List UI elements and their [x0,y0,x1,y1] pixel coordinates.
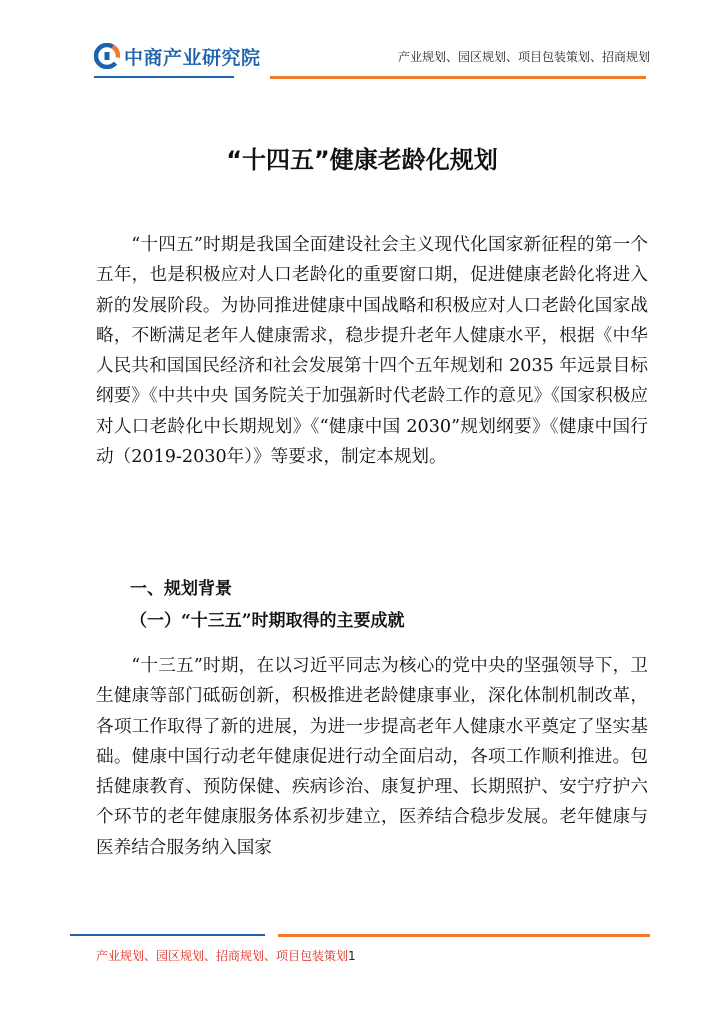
subsection-heading: （一）“十三五”时期取得的主要成就 [130,611,405,631]
company-logo [94,42,261,70]
logo-mark-icon [94,43,120,69]
section-heading: 一、规划背景 [130,579,232,599]
page-header [0,0,724,90]
footer-tagline: 产业规划、园区规划、招商规划、项目包装策划 [96,949,349,963]
footer-divider-orange [278,934,650,937]
header-divider-orange [270,76,646,79]
body-paragraph: “十三五”时期，在以习近平同志为核心的党中央的坚强领导下，卫生健康等部门砥砺创新，积极推进老龄健康事业，深化体制机制改革，各项工作取得了新的进展，为进一步提高老年人健康水平奠定了坚实基础。健康中国行动老年健康促进行动全面启动，各项工作顺利推进。包括健康教育、预防保健、疾病诊治、康复护理、长期照护、安宁疗护六个环节的老年健康服务体系初步建立，医养结合稳步发展。老年健康与医养结合服务纳入国家 [96,656,648,858]
footer-divider-blue [70,934,265,936]
header-divider-blue [94,76,234,78]
intro-paragraph: “十四五”时期是我国全面建设社会主义现代化国家新征程的第一个五年，也是积极应对人口老龄化的重要窗口期，促进健康老龄化将进入新的发展阶段。为协同推进健康中国战略和积极应对人口老龄化国家战略，不断满足老年人健康需求，稳步提升老年人健康水平，根据《中华人民共和国国民经济和社会发展第十四个五年规划和 2035 年远景目标纲要》《中共中央 国务院关于加强新时代老龄工作的意见》《国家积极应对人口老龄化中长期规划》《“健康中国 2030”规划纲要》《健康中国行动（2019-2030年）》等要求，制定本规划。 [96,235,648,468]
header-tagline: 产业规划、园区规划、项目包装策划、招商规划 [397,50,650,64]
document-title: “十四五”健康老龄化规划 [226,146,498,174]
page-footer [96,947,356,964]
logo-text: 中商产业研究院 [124,46,261,69]
page-number: 1 [348,949,356,963]
